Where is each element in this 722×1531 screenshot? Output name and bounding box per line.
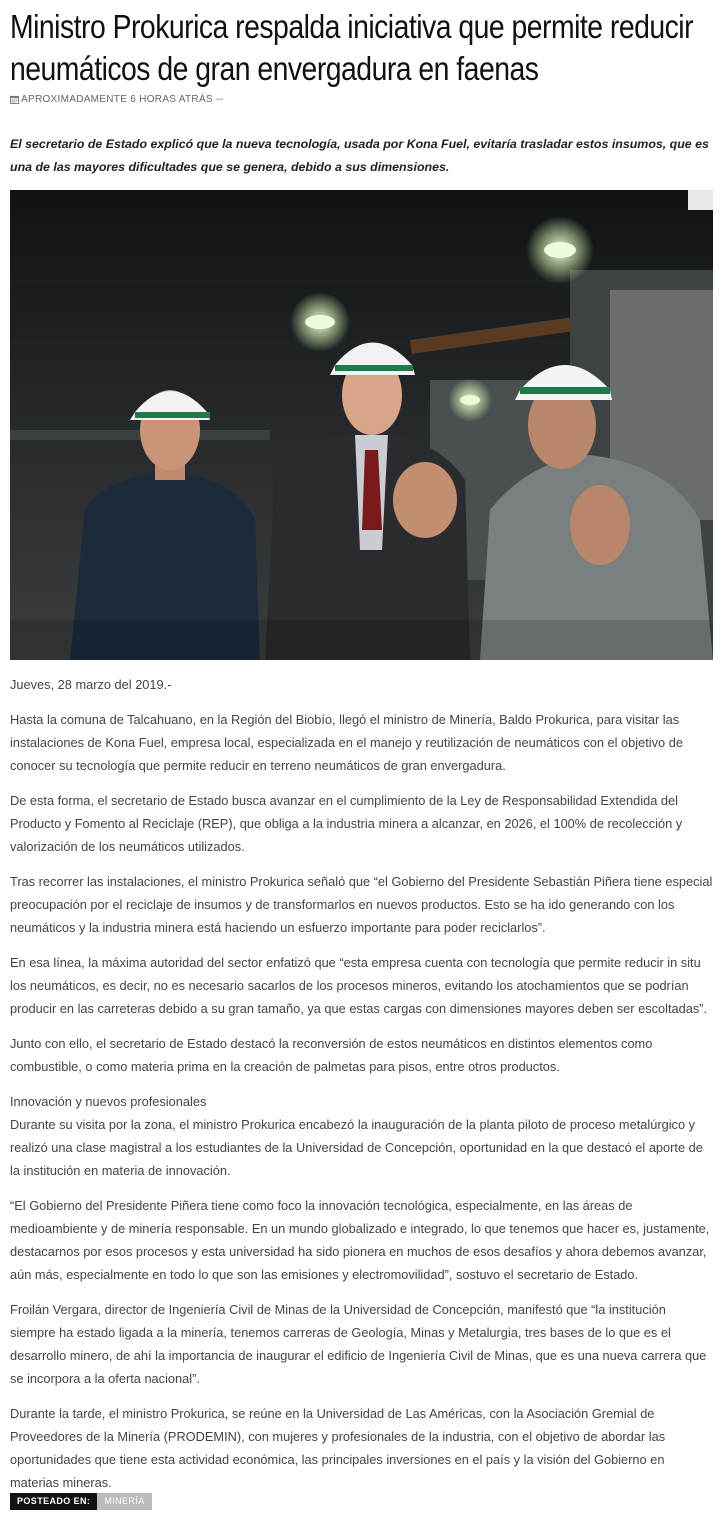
article-body [10,673,714,1506]
article-paragraph: “El Gobierno del Presidente Piñera tiene como foco la innovación tecnológica, especialmente, en las áreas de medioambiente y de minería responsable. En un mundo globalizado e integrado, lo que tenemos que hacer es, justamente, destacarnos por esos procesos y esta universidad ha sido pionera en muchos de esos desafíos y ahora debemos avanzar, aún más, especialmente en todo lo que son las emisiones y electromovilidad”, sostuvo el secretario de Estado. [10,1198,710,1282]
article-paragraph: De esta forma, el secretario de Estado busca avanzar en el cumplimiento de la Ley de Responsabilidad Extendida del Producto y Fomento al Reciclaje (REP), que obliga a la industria minera a alcanzar, en 2026, el 100% de recolección y valorización de los neumáticos utilizados. [10,793,683,854]
article-paragraph: Durante la tarde, el ministro Prokurica, se reúne en la Universidad de Las Américas, con la Asociación Gremial de Proveedores de la Minería (PRODEMIN), con mujeres y profesionales de la industria, con el objetivo de abordar las oportunidades que tiene esta actividad económica, las principales inversiones en el país y la visión del Gobierno en materias mineras. [10,1406,666,1490]
post-tags [10,1493,152,1510]
article-title: Ministro Prokurica respalda iniciativa que permite reducir neumáticos de gran envergadura en faenas [10,8,694,87]
article-paragraph: Durante su visita por la zona, el ministro Prokurica encabezó la inauguración de la planta piloto de proceso metalúrgico y realizó una clase magistral a los estudiantes de la Universidad de Concepción, oportunidad en la que destacó el aporte de la institución en materia de innovación. [10,1117,703,1178]
article-paragraph: Junto con ello, el secretario de Estado destacó la reconversión de estos neumáticos en distintos elementos como combustible, o como materia prima en la creación de palmetas para pisos, entre otros productos. [10,1036,653,1074]
article-meta [10,94,223,105]
calendar-icon [10,95,19,104]
article-lead: El secretario de Estado explicó que la nueva tecnología, usada por Kona Fuel, evitaría trasladar estos insumos, que es una de las mayores dificultades que se genera, debido a sus dimensiones. [10,137,709,174]
hero-photo-illustration [10,190,713,660]
article-paragraph: Froilán Vergara, director de Ingeniería Civil de Minas de la Universidad de Concepción, manifestó que “la institución siempre ha estado ligada a la minería, tenemos carreras de Geología, Minas y Metalurgia, tres bases de lo que es el desarrollo minero, de ahí la importancia de inaugurar el edificio de Ingeniería Civil de Minas, que es una nueva carrera que se incorpora a la oferta nacional”. [10,1302,707,1386]
article-paragraph: Tras recorrer las instalaciones, el ministro Prokurica señaló que “el Gobierno del Presidente Sebastián Piñera tiene especial preocupación por el reciclaje de insumos y de transformarlos en nuevos productos. Esto se ha ido generando con los neumáticos y la industria minera está haciendo un esfuerzo importante para poder reciclarlos”. [10,874,713,935]
article-date: Jueves, 28 marzo del 2019.- [10,677,172,692]
article-paragraph: En esa línea, la máxima autoridad del sector enfatizó que “esta empresa cuenta con tecnología que permite reducir in situ los neumáticos, es decir, no es necesario sacarlos de los procesos mineros, evitando los atochamientos que se podrían producir en las carreteras debido a su gran tamaño, ya que estas cargas con dimensiones mayores deben ser escoltadas”. [10,955,708,1016]
article-timestamp: APROXIMADAMENTE 6 HORAS ATRÁS -- [21,94,224,105]
article-hero-image [10,190,713,660]
article-subheading: Innovación y nuevos profesionales [10,1094,207,1109]
tag-mineria-link[interactable]: MINERÍA [97,1493,151,1510]
article-paragraph: Hasta la comuna de Talcahuano, en la Región del Biobío, llegó el ministro de Minería, Baldo Prokurica, para visitar las instalaciones de Kona Fuel, empresa local, especializada en el manejo y reutilización de neumáticos con el objetivo de conocer su tecnología que permite reducir en terreno neumáticos de gran envergadura. [10,712,683,773]
tags-label: POSTEADO EN: [10,1493,97,1510]
